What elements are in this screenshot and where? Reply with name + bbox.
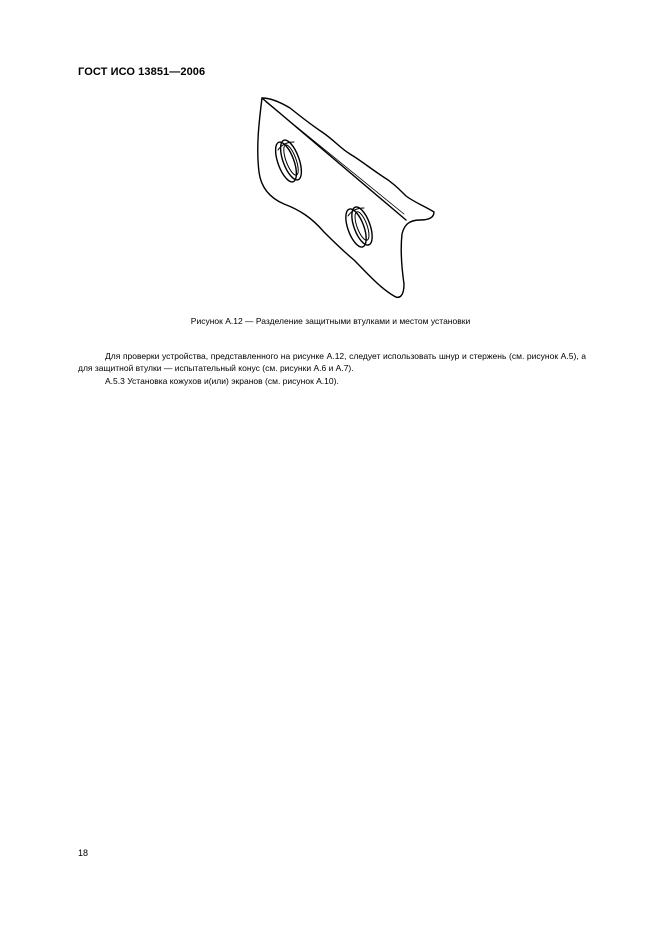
bushing-lower (342, 204, 377, 249)
paragraph-2: А.5.3 Установка кожухов и(или) экранов (см. рисунок А.10). (105, 375, 339, 386)
body-text (78, 350, 586, 387)
bushing-upper (271, 138, 305, 185)
bend-line-inner (266, 102, 404, 214)
figure-caption: Рисунок А.12 — Разделение защитными втулками и местом установки (190, 316, 471, 326)
figure-drawing (248, 92, 440, 304)
document-header: ГОСТ ИСО 13851—2006 (78, 66, 206, 78)
paragraph-1: Для проверки устройства, представленного на рисунке А.12, следует использовать шнур и стержень (см. рисунок А.5), а для защитной втулки — испытательный конус (см. рисунки А.6 и А.7). (78, 351, 586, 374)
plate-outline (258, 98, 434, 297)
page-number: 18 (78, 848, 89, 858)
